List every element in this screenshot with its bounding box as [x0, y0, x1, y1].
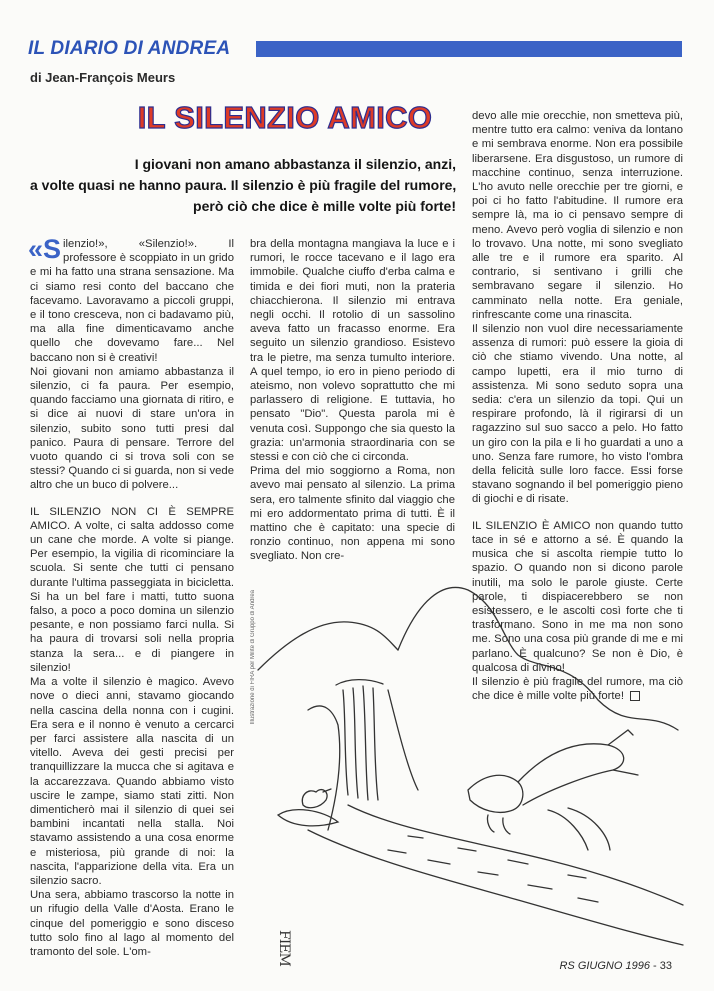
- text-column-2: [250, 237, 455, 564]
- footer-separator: -: [653, 960, 657, 972]
- waterfall-illustration: [248, 560, 688, 960]
- page-number: 33: [659, 960, 672, 972]
- illustration-credit: Illustrazione di FIRA per Milite di Gruppo di Andrea: [250, 590, 256, 725]
- waterfall: [353, 688, 358, 798]
- paragraph: «Silenzio!», «Silenzio!». Il professore è scoppiato in un grido e mi ha fatto una strana sensazione. Ma ci siamo resi conto del baccano che facevamo. Lavoravamo a piccoli gruppi, e il tono cresceva, non ci badavamo più, ma alla fine dimenticavamo anche quello che dovevamo fare... Nel baccano non si è creativi!: [28, 234, 234, 364]
- paragraph: Prima del mio soggiorno a Roma, non avevo mai pensato al silenzio. La prima sera, ero talmente sfinito dal viaggio che mi ero addormentato prima di tutti. È il mattino che è capitato: una specie di ronzio continuo, non appena mi sono svegliato. Non cre-: [250, 465, 455, 563]
- paragraph: Ma a volte il silenzio è magico. Avevo nove o dieci anni, stavamo giocando nella cascina della nonna con i cugini. Era sera e il nonno è venuto a cercarci per farci assistere alla nascita di un vitello. Aveva dei gesti precisi per tranquillizzare la mucca che si agitava e la accarezzava. Quando abbiamo visto uscire le zampe, siamo stati zitti. Non dimenticherò mai il silenzio di quei sei bambini incantati nella stalla. Noi stavamo assistendo a una cosa enorme e misteriosa, più grande di noi: la nascita, l'apparizione della vita. Era un silenzio sacro.: [30, 676, 234, 887]
- mountain-outline: [398, 588, 678, 731]
- waterfall: [343, 690, 348, 795]
- stream: [348, 805, 683, 905]
- issue-date: GIUGNO 1996: [577, 960, 650, 972]
- paragraph: Il silenzio è più fragile del rumore, ma ciò che dice è mille volte più forte!: [472, 675, 683, 703]
- lead-line: però ciò che dice è mille volte più forte!: [193, 198, 456, 214]
- rubric-bar: [256, 41, 682, 57]
- magazine-name: RS: [559, 960, 575, 972]
- illustrator-signature: FIEM: [276, 930, 292, 966]
- paragraph: bra della montagna mangiava la luce e i rumori, le rocce tacevano e il lago era immobile. Qualche ciuffo d'erba calma e timida e dei fiori muti, non la prateria chiacchierona. Il silenzio mi entrava negli occhi. Il rotolio di un sassolino aveva fatto un fracasso enorme. Era seguito un silenzio grandioso. Esistevo tra le pietre, ma senza tumulto interiore. A quel tempo, io ero in pieno periodo di ateismo, non volevo soprattutto che mi parlassero di religione. E tuttavia, ho pensato "Dio". Questa parola mi è venuta così. Suppongo che sia questo la grazia: un'armonia straordinaria con se stessi e con ciò che ci circonda.: [250, 238, 455, 464]
- person: [468, 775, 523, 812]
- section-rubric: IL DIARIO DI ANDREA: [28, 38, 231, 59]
- paragraph: Il silenzio non vuol dire necessariamente assenza di rumori: può essere la gioia di ciò che stiamo vivendo. Una notte, al campo lupetti, era il mio turno di assistenza. Mi sono seduto sopra una sedia: c'era un silenzio da topi. Qui un respirare profondo, là il rigirarsi di un ragazzino sul suo sacco a pelo. Ho fatto un giro con la pila e li ho guardati a uno a uno. Senza fare rumore, ho visto l'ombra della felicità sulle loro facce. Essi forse stavano sognando il bel pomeriggio pieno di giochi e di risate.: [472, 323, 683, 506]
- paragraph: devo alle mie orecchie, non smetteva più, mentre tutto era calmo: veniva da lontano e mi sembrava enorme. Non era possibile liberarsene. Era disgustoso, un rumore di macchine continuo, senza interruzione. L'ho avuto nelle orecchie per tre giorni, e poi ci ho fatto l'abitudine. Il rumore era sempre là, ma io ci pensavo sempre di meno. Avevo però voglia di silenzio e non lo trovavo. Una notte, mi sono svegliato alle tre e il rumore era sparito. Al contrario, si sentivano i grilli che sembravano segare il silenzio. Ho camminato nella notte. Era geniale, rinfrescante come una rinascita.: [472, 110, 683, 321]
- lead-line: I giovani non amano abbastanza il silenzio, anzi,: [134, 156, 456, 172]
- author-byline: di Jean-François Meurs: [30, 70, 176, 85]
- article-title: IL SILENZIO AMICO: [137, 100, 433, 135]
- lead-line: a volte quasi ne hanno paura. Il silenzio è più fragile del rumore,: [30, 177, 457, 193]
- waterfall: [373, 688, 378, 800]
- article-lead: [30, 154, 456, 217]
- page-footer: [559, 960, 672, 972]
- drop-cap: «S: [28, 234, 62, 264]
- paragraph: Una sera, abbiamo trascorso la notte in un rifugio della Valle d'Aosta. Erano le cinque del pomeriggio e sono disceso tutto solo fino al lago al momento del tramonto del sole. L'om-: [30, 889, 234, 958]
- text-column-1: [28, 234, 234, 959]
- paragraph: Noi giovani non amiamo abbastanza il silenzio, ci fa paura. Per esempio, quando facciamo una giornata di ritiro, e si dice ai nuovi di stare un'ora in silenzio, subito sono tutti presi dal panico. Paura di pensare. Terrore del vuoto quando ci si trova soli con se stessi? Quando ci si guarda, non si vede altro che un buco di polvere...: [30, 365, 234, 492]
- waterfall: [363, 686, 368, 800]
- mountain-outline: [258, 622, 398, 670]
- paragraph: IL SILENZIO NON CI È SEMPRE AMICO. A volte, ci salta addosso come un cane che morde. A volte si piange. Per esempio, la vigilia di ricominciare la scuola. Si sente che tutti ci pensano durante l'ultima passeggiata in bicicletta. Si ha un bel fare i matti, tutto suona falso, a poco a poco domina un silenzio pesante, e non possiamo farci nulla. Si ha paura di trovarsi soli nella propria stanza la sera... e di piangere in silenzio!: [30, 505, 234, 674]
- paragraph: IL SILENZIO È AMICO non quando tutto tace in sé e attorno a sé. È quando la musica che si ascolta riempie tutto lo spazio. O quando non si dicono parole inutili, ma solo le parole giuste. Certe parole, ti dispiacerebbero se non esistessero, e le ascolti così forte che ti trasformano. Sono in me ma non sono me. Sono una cosa più grande di me e mi parlano. È qualcuno? Se non è Dio, è qualcosa di divino!: [472, 519, 683, 674]
